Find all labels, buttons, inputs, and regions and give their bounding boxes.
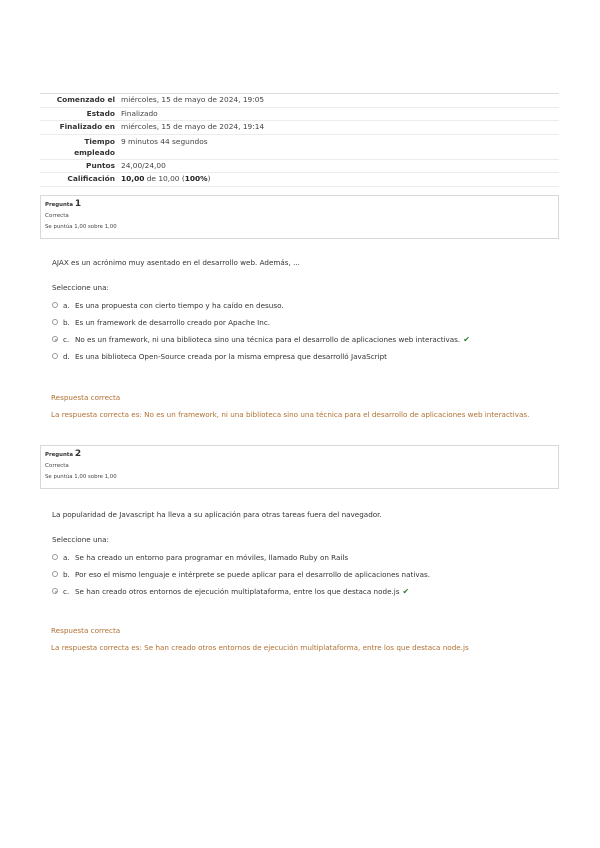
- answer-option-b[interactable]: [52, 569, 552, 579]
- summary-label: [40, 136, 121, 158]
- select-one-label: Seleccione una:: [52, 535, 109, 544]
- summary-value: 9 minutos 44 segundos: [121, 136, 208, 146]
- check-icon: ✔: [402, 586, 410, 596]
- summary-label: Calificación: [67, 174, 115, 183]
- question-number-value: 1: [74, 199, 82, 209]
- summary-label: Puntos: [86, 160, 115, 170]
- summary-label-line: Tiempo: [84, 136, 115, 146]
- option-text: Es una biblioteca Open-Source creada por la misma empresa que desarrolló JavaScript: [75, 351, 387, 361]
- select-one-label: Seleccione una:: [52, 283, 109, 292]
- question-text: La popularidad de Javascript ha lleva a su aplicación para otras tareas fuera del navegador.: [52, 510, 382, 519]
- radio-button-selected[interactable]: [52, 588, 58, 594]
- summary-value: 24,00/24,00: [121, 160, 166, 170]
- option-letter: c.: [63, 586, 70, 596]
- option-letter: a.: [63, 552, 70, 562]
- summary-value: miércoles, 15 de mayo de 2024, 19:05: [121, 95, 265, 104]
- question-info-1: [40, 195, 559, 239]
- pregunta-label: Pregunta: [45, 202, 74, 208]
- option-text: No es un framework, ni una biblioteca sino una técnica para el desarrollo de aplicaciones web interactivas.: [75, 334, 461, 344]
- option-letter: a.: [63, 300, 70, 310]
- option-text: Es una propuesta con cierto tiempo y ha caído en desuso.: [75, 300, 284, 310]
- summary-row-time: [40, 135, 559, 160]
- grade-value: 10,00: [121, 174, 145, 183]
- radio-button[interactable]: [52, 353, 58, 359]
- summary-label: Comenzado el: [56, 95, 115, 104]
- question-info-2: [40, 445, 559, 489]
- question-body-1: [52, 258, 552, 361]
- option-letter: b.: [63, 569, 70, 579]
- correct-answer-text: La respuesta correcta es: Se han creado otros entornos de ejecución multiplataforma, entre los que destaca node.js: [51, 643, 469, 652]
- option-letter: b.: [63, 317, 70, 327]
- answer-option-b[interactable]: [52, 317, 552, 327]
- feedback-result: Respuesta correcta: [51, 393, 121, 402]
- radio-button[interactable]: [52, 571, 58, 577]
- option-letter: d.: [63, 351, 70, 361]
- question-points: Se puntúa 1,00 sobre 1,00: [45, 224, 117, 230]
- summary-row-grade: [40, 173, 559, 187]
- answer-option-c[interactable]: [52, 334, 552, 344]
- pregunta-label: Pregunta: [45, 452, 74, 458]
- answer-option-c[interactable]: [52, 586, 552, 596]
- summary-value: [121, 173, 210, 186]
- question-body-2: [52, 510, 552, 596]
- summary-row-points: [40, 160, 559, 174]
- question-text: AJAX es un acrónimo muy asentado en el desarrollo web. Además, ...: [52, 258, 300, 267]
- question-status: Correcta: [45, 463, 69, 469]
- question-number: [45, 199, 554, 210]
- question-number: [45, 449, 554, 460]
- correct-answer-text: La respuesta correcta es: No es un framework, ni una biblioteca sino una técnica para el desarrollo de aplicaciones web interactivas.: [51, 410, 530, 419]
- summary-label: Finalizado en: [59, 122, 115, 131]
- grade-percent: 100%: [184, 174, 208, 183]
- summary-value: miércoles, 15 de mayo de 2024, 19:14: [121, 122, 265, 131]
- answer-option-a[interactable]: [52, 300, 552, 310]
- radio-button[interactable]: [52, 302, 58, 308]
- feedback-2: [51, 626, 571, 653]
- attempt-summary-table: [40, 93, 559, 187]
- option-letter: c.: [63, 334, 70, 344]
- radio-button[interactable]: [52, 554, 58, 560]
- answer-option-a[interactable]: [52, 552, 552, 562]
- radio-button[interactable]: [52, 319, 58, 325]
- option-text: Es un framework de desarrollo creado por Apache Inc.: [75, 317, 271, 327]
- summary-label: Estado: [86, 108, 115, 118]
- question-points: Se puntúa 1,00 sobre 1,00: [45, 474, 117, 480]
- question-number-value: 2: [74, 449, 82, 459]
- grade-end: ): [207, 174, 211, 183]
- summary-row-state: [40, 108, 559, 122]
- grade-mid: de 10,00 (: [144, 174, 185, 183]
- option-text: Por eso el mismo lenguaje e intérprete se puede aplicar para el desarrollo de aplicaciones nativas.: [75, 569, 431, 579]
- feedback-1: [51, 393, 571, 420]
- check-icon: ✔: [463, 334, 470, 344]
- option-text: Se han creado otros entornos de ejecución multiplataforma, entre los que destaca node.js: [75, 586, 400, 596]
- question-status: Correcta: [45, 213, 69, 219]
- feedback-result: Respuesta correcta: [51, 626, 121, 635]
- summary-label-line: empleado: [74, 147, 115, 157]
- summary-row-started: [40, 94, 559, 108]
- summary-row-finished: [40, 121, 559, 135]
- answer-option-d[interactable]: [52, 351, 552, 361]
- radio-button-selected[interactable]: [52, 336, 58, 342]
- summary-value: Finalizado: [121, 108, 158, 118]
- option-text: Se ha creado un entorno para programar en móviles, llamado Ruby on Rails: [75, 552, 349, 562]
